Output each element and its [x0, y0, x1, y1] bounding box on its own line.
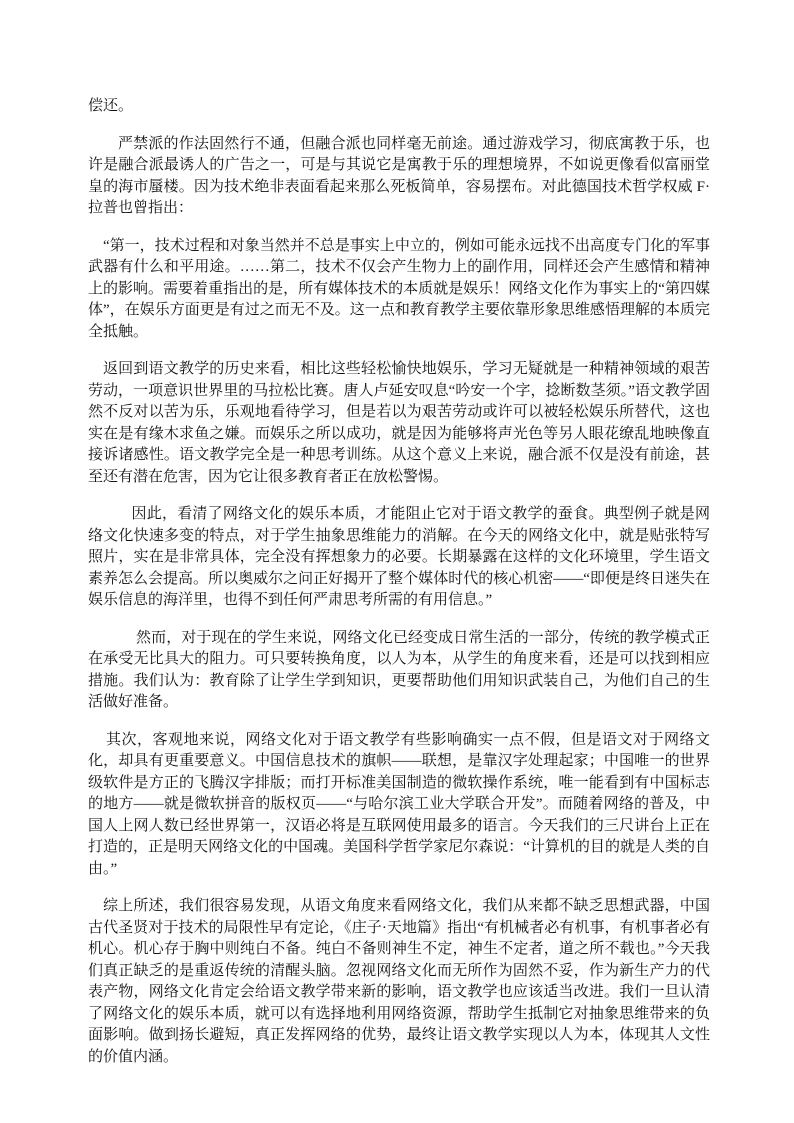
paragraph: 其次，客观地来说，网络文化对于语文教学有些影响确实一点不假，但是语文对于网络文化，却具有更重要意义。中国信息技术的旗帜——联想，是靠汉字处理起家；中国唯一的世界级软件是方正的飞腾汉字排版；而打开标准美国制造的微软操作系统，唯一能看到有中国标志的地方——就是微软拼音的版权页——“与哈尔滨工业大学联合开发”。而随着网络的普及，中国人上网人数已经世界第一，汉语必将是互联网使用最多的语言。今天我们的三尺讲台上正在打造的，正是明天网络文化的中国魂。美国科学哲学家尼尔森说：“计算机的目的就是人类的自由。”: [88, 731, 710, 877]
document-body: [88, 96, 710, 1068]
paragraph: 然而，对于现在的学生来说，网络文化已经变成日常生活的一部分，传统的教学模式正在承受无比具大的阻力。可只要转换角度，以人为本，从学生的角度来看，还是可以找到相应措施。我们认为：教育除了让学生学到知识，更要帮助他们用知识武装自己，为他们自己的生活做好准备。: [88, 629, 710, 710]
paragraph: 返回到语文教学的历史来看，相比这些轻松愉快地娱乐，学习无疑就是一种精神领域的艰苦劳动，一项意识世界里的马拉松比赛。唐人卢延安叹息“吟安一个字，捻断数茎须。”语文教学固然不反对以苦为乐，乐观地看待学习，但是若以为艰苦劳动或许可以被轻松娱乐所替代，这也实在是有缘木求鱼之嫌。而娱乐之所以成功，就是因为能够将声光色等另人眼花缭乱地映像直接诉诸感性。语文教学完全是一种思考训练。从这个意义上来说，融合派不仅是没有前途，甚至还有潜在危害，因为它让很多教育者正在放松警惕。: [88, 361, 710, 485]
paragraph: 严禁派的作法固然行不通，但融合派也同样毫无前途。通过游戏学习，彻底寓教于乐，也许是融合派最诱人的广告之一，可是与其说它是寓教于乐的理想境界，不如说更像看似富丽堂皇的海市蜃楼。因为技术绝非表面看起来那么死板简单，容易摆布。对此德国技术哲学权威 F·拉普也曾指出：: [88, 135, 710, 216]
paragraph: 因此，看清了网络文化的娱乐本质，才能阻止它对于语文教学的蚕食。典型例子就是网络文化快速多变的特点，对于学生抽象思维能力的消解。在今天的网络文化中，就是贴张特写照片，实在是非常具体，完全没有挥想象力的必要。长期暴露在这样的文化环境里，学生语文素养怎么会提高。所以奥威尔之问正好揭开了整个媒体时代的核心机密——“即便是终日迷失在娱乐信息的海洋里，也得不到任何严肃思考所需的有用信息。”: [88, 506, 710, 608]
paragraph-continuation: 偿还。: [88, 98, 134, 114]
paragraph-conclusion: 综上所述，我们很容易发现，从语文角度来看网络文化，我们从来都不缺乏思想武器，中国古代圣贤对于技术的局限性早有定论，《庄子·天地篇》指出“有机械者必有机事，有机事者必有机心。机心存于胸中则纯白不备。纯白不备则神生不定，神生不定者，道之所不载也。”今天我们真正缺乏的是重返传统的清醒头脑。忽视网络文化而无所作为固然不妥，作为新生产力的代表产物，网络文化肯定会给语文教学带来新的影响，语文教学也应该适当改进。我们一旦认清了网络文化的娱乐本质，就可以有选择地利用网络资源，帮助学生抵制它对抽象思维带来的负面影响。做到扬长避短，真正发挥网络的优势，最终让语文教学实现以人为本，体现其人文性的价值内涵。: [88, 898, 710, 1065]
paragraph-quote: “第一，技术过程和对象当然并不总是事实上中立的，例如可能永远找不出高度专门化的军事武器有什么和平用途。……第二，技术不仅会产生物力上的副作用，同样还会产生感情和精神上的影响。需要着重指出的是，所有媒体技术的本质就是娱乐！网络文化作为事实上的“第四媒体”，在娱乐方面更是有过之而无不及。这一点和教育教学主要依靠形象思维感悟理解的本质完全抵触。: [88, 237, 710, 340]
